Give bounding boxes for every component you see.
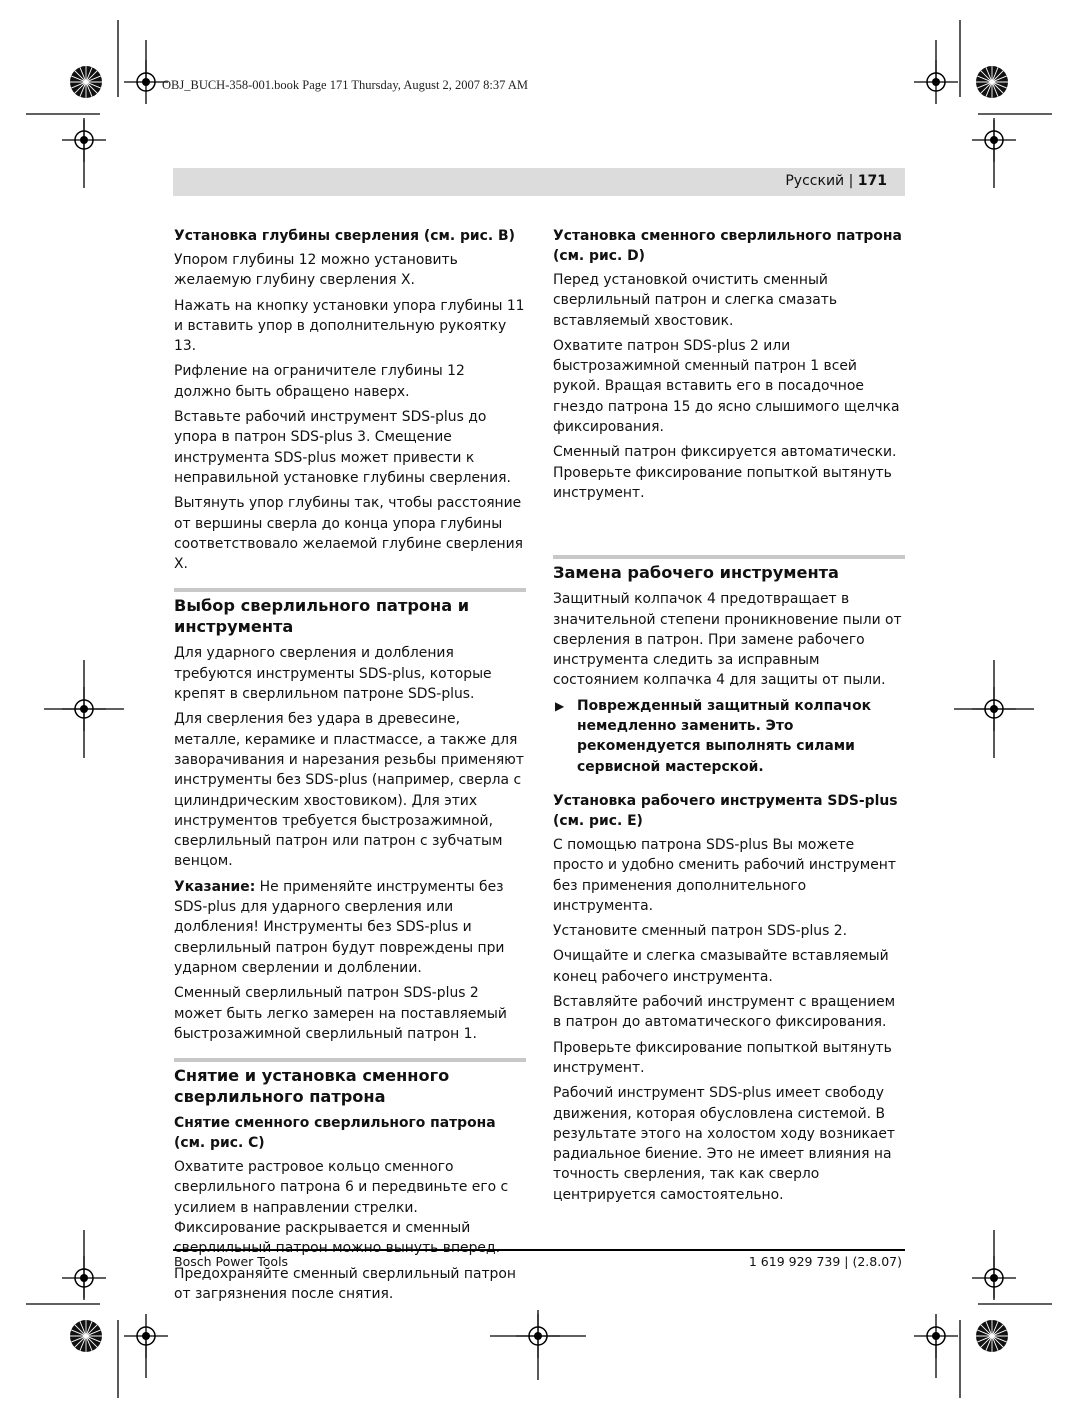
triangle-bullet-icon: ▶ bbox=[555, 698, 565, 713]
paragraph: Сменный сверлильный патрон SDS-plus 2 может быть легко замерен на поставляемый быстрозажимной сверлильный патрон 1. bbox=[174, 985, 507, 1042]
page-header bbox=[785, 173, 887, 189]
paragraph: Охватите растровое кольцо сменного сверлильного патрона 6 и передвиньте его с усилием в направлении стрелки. Фиксирование раскрывается и сменный bbox=[174, 1159, 509, 1236]
subheading-removing-chuck: Снятие сменного сверлильного патрона (см. рис. C) bbox=[174, 1115, 496, 1152]
footer-doc-number: 1 619 929 739 | (2.8.07) bbox=[748, 1254, 902, 1269]
subheading-drilling-depth: Установка глубины сверления (см. рис. B) bbox=[174, 228, 515, 244]
starburst-icon bbox=[70, 1320, 102, 1352]
paragraph: Вставьте рабочий инструмент SDS-plus до упора в патрон SDS-plus 3. Смещение инструмента SDS-plus может привести к неправильной установке глубины сверления. bbox=[174, 409, 511, 486]
paragraph: Рабочий инструмент SDS-plus имеет свободу движения, которая обусловлена системой. В результате этого на холостом ходу возникает радиальное биение. Это не имеет влияния на точность сверления, так как сверло центрируется самостоятельно. bbox=[553, 1085, 896, 1203]
paragraph: Сменный патрон фиксируется автоматически. Проверьте фиксирование попыткой вытянуть инструмент. bbox=[553, 444, 897, 501]
section-heading-chuck-selection bbox=[174, 588, 526, 637]
section-title: Замена рабочего инструмента bbox=[553, 563, 839, 583]
section-heading-chuck-removal bbox=[174, 1058, 526, 1107]
paragraph: Упором глубины 12 можно установить желаемую глубину сверления X. bbox=[174, 252, 458, 289]
paragraph: Предохраняйте сменный сверлильный патрон от загрязнения после снятия. bbox=[174, 1265, 516, 1302]
language-label: Русский bbox=[785, 173, 845, 189]
page-number: 171 bbox=[857, 173, 887, 189]
paragraph: Перед установкой очистить сменный сверлильный патрон и слегка смазать вставляемый хвостовик. bbox=[553, 272, 838, 329]
subheading-inserting-chuck: Установка сменного сверлильного патрона (см. рис. D) bbox=[553, 228, 902, 264]
note-text: Не применяйте инструменты без SDS-plus для ударного сверления или долбления! Инструменты без SDS-plus и сверлильный патрон будут повреждены при ударном сверлении и долблении. bbox=[174, 878, 505, 976]
starburst-icon bbox=[70, 66, 102, 98]
paragraph: Рифление на ограничителе глубины 12 должно быть обращено наверх. bbox=[174, 363, 465, 400]
print-job-header: OBJ_BUCH-358-001.book Page 171 Thursday, August 2, 2007 8:37 AM bbox=[162, 78, 528, 92]
starburst-icon bbox=[976, 66, 1008, 98]
paragraph: Установите сменный патрон SDS-plus 2. bbox=[553, 923, 848, 940]
subheading-inserting-tool: Установка рабочего инструмента SDS-plus (см. рис. E) bbox=[553, 792, 898, 829]
section-title: Снятие и установка сменного сверлильного патрона bbox=[174, 1066, 450, 1107]
paragraph: Вытянуть упор глубины так, чтобы расстояние от вершины сверла до конца упора глубины соответствовало желаемой глубине сверления X. bbox=[174, 495, 523, 573]
page-header-band bbox=[173, 168, 905, 196]
note-label: Указание: bbox=[174, 878, 256, 895]
paragraph: Проверьте фиксирование попыткой вытянуть инструмент. bbox=[553, 1039, 892, 1076]
footer-rule bbox=[173, 1249, 905, 1251]
paragraph: Для сверления без удара в древесине, металле, керамике и пластмассе, а также для заворачивания и нарезания резьбы применяют инструменты без SDS-plus (например, сверла с цилиндрическим хвостовиком). Для этих инструментов требуется быстрозажимной, сверлильный патрон или патрон с зубчатым венцом. bbox=[174, 711, 524, 870]
paragraph: Защитный колпачок 4 предотвращает в значительной степени проникновение пыли от сверления в патрон. При замене рабочего инструмента следить за исправным состоянием колпачка 4 для защиты от пыли. bbox=[553, 591, 902, 689]
right-column bbox=[553, 226, 905, 1210]
warning-text: Поврежденный защитный колпачок немедленно заменить. Это рекомендуется выполнять силами сервисной мастерской. bbox=[577, 697, 872, 775]
paragraph: Охватите патрон SDS-plus 2 или быстрозажимной сменный патрон 1 всей рукой. Вращая вставить его в посадочное гнездо патрона 15 до ясно слышимого щелчка фиксирования. bbox=[553, 337, 900, 436]
paragraph: Нажать на кнопку установки упора глубины 11 и вставить упор в дополнительную рукоятку 13. bbox=[174, 297, 525, 355]
header-separator: | bbox=[848, 173, 854, 189]
section-heading-tool-change bbox=[553, 555, 905, 583]
note-paragraph bbox=[174, 877, 526, 978]
left-column bbox=[174, 226, 526, 1309]
section-title: Выбор сверлильного патрона и инструмента bbox=[174, 596, 470, 637]
paragraph: Очищайте и слегка смазывайте вставляемый конец рабочего инструмента. bbox=[553, 948, 889, 985]
footer-brand: Bosch Power Tools bbox=[174, 1254, 289, 1269]
paragraph: Для ударного сверления и долбления требуются инструменты SDS-plus, которые крепят в сверлильном патроне SDS-plus. bbox=[174, 645, 492, 703]
paragraph: С помощью патрона SDS-plus Вы можете просто и удобно сменить рабочий инструмент без применения дополнительного инструмента. bbox=[553, 836, 896, 914]
starburst-icon bbox=[976, 1320, 1008, 1352]
paragraph: Вставляйте рабочий инструмент с вращением в патрон до автоматического фиксирования. bbox=[553, 994, 896, 1031]
warning-item bbox=[553, 696, 905, 777]
